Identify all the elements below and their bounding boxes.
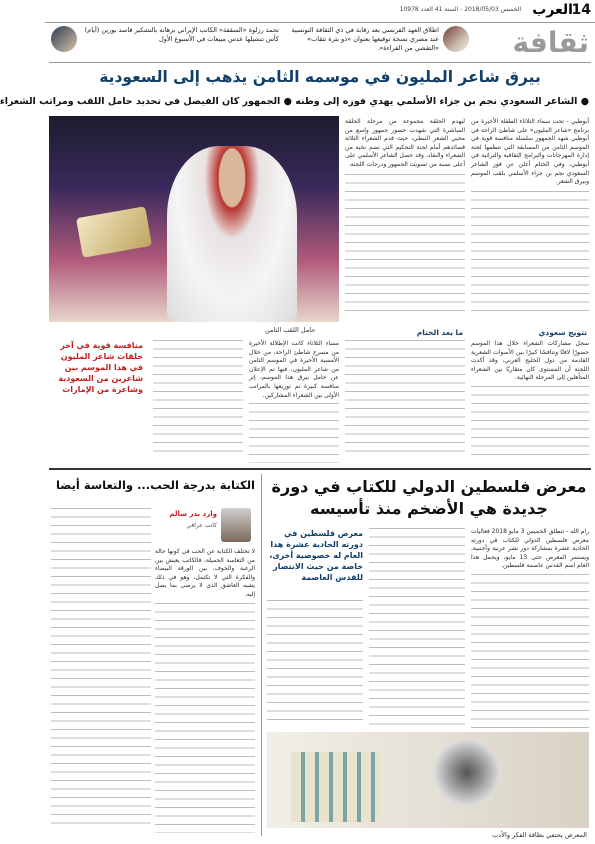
sub-heading-1: تتويج سعودي xyxy=(538,328,587,337)
teaser-photo-right xyxy=(443,26,469,52)
palestine-caption: المعرض يحتفي بطاقة الفكر والأدب xyxy=(492,831,587,839)
palestine-pull-quote: معرض فلسطين في دورته الحادية عشرة هذا العام له خصوصية أخرى، خاصة من حيث الانتصار للقدس العاصمة xyxy=(269,529,363,582)
palestine-text-content: رام الله - تنطلق الخميس 3 مايو 2018 فعاليات معرض فلسطين الدولي للكتاب في دورته الحادية عشرة بمشاركة دور نشر عربية وأجنبية، ويستمر المعرض حتى 13 مايو، ويحمل هذا العام اسم القدس عاصمة فلسطين. xyxy=(471,528,589,570)
teaser-photo-left xyxy=(51,26,77,52)
text-lines xyxy=(249,403,339,463)
column-divider xyxy=(261,474,262,836)
story-headline-writing: الكتابة بدرجة الحب... والتعاسة أيضا xyxy=(55,478,255,492)
photo-caption: حامل اللقب الثامن xyxy=(265,326,316,334)
writing-text-content: لا تختلف الكتابة عن الحب في كونها حالة من التعاسة الجميلة، فالكاتب يعيش بين الرغبة والخوف، بين الورقة البيضاء والفكرة التي لا تكتمل، وهو في ذلك يشبه العاشق الذي لا يرضى بما يصل إليه. xyxy=(155,548,255,598)
text-lines xyxy=(471,191,589,311)
page-header xyxy=(45,0,595,23)
author-photo xyxy=(221,508,251,542)
text-lines xyxy=(155,603,255,833)
divider xyxy=(49,62,591,63)
column-3-content: مساء الثلاثاء كانت الإطلالة الأخيرة من مسرح شاطئ الراحة، من خلال الأمسية الأخيرة في الموسم الثامن من شاعر المليون، فيها تم الإعلان عن حامل بيرق هذا الموسم، إثر منافسة كبيرة تم توزيعها بالمراتب الأولى بين الشعراء المشاركين. xyxy=(249,340,339,399)
text-lines xyxy=(345,340,465,456)
main-headline: بيرق شاعر المليون في موسمه الثامن يذهب إلى السعودية xyxy=(99,68,541,86)
teaser-right: اطلاق العهد الفرنسي بعد رقابة في ذي الثقافة التونسية عند مصري نسخة توقيعها بعنوان «ذو بئرة تثقاب» «التقشي من القراءة». xyxy=(291,26,439,52)
issue-date: الخميس 2018/05/03 - السنة 41 العدد 10978 xyxy=(399,6,521,13)
sub-heading-2: ما بعد الختام xyxy=(416,328,463,337)
text-lines xyxy=(471,386,589,456)
writing-text-2 xyxy=(51,508,151,828)
lead-text-content: أبوظبي - تحت سماء الثلاثاء الطقلة الأخيرة من برنامج «شاعر المليون» على شاطئ الراحة في أبوظبي شهد الجمهور سلسلة منافسة قوية في الموسم الثامن من المسابقة التي تنظمها لجنة إدارة المهرجانات والبرامج الثقافية والتراثية في أبوظبي، وفي الختام أعلن عن فوز الشاعر السعودي نجم بن جزاء الأسلمي بلقب الموسم وبيرق الشعر. xyxy=(471,118,589,186)
newspaper-logo: العرب xyxy=(532,2,573,18)
portrait-sketch xyxy=(427,738,507,824)
writing-text xyxy=(155,548,255,828)
text-lines xyxy=(345,174,465,314)
text-lines xyxy=(51,508,151,824)
story-headline-palestine: معرض فلسطين الدولي للكتاب في دورة جديدة هي الأضخم منذ تأسيسه xyxy=(271,477,587,518)
main-photo xyxy=(49,116,339,322)
section-title: ثقافة xyxy=(512,26,589,59)
palestine-photo xyxy=(267,732,589,828)
column-text-c xyxy=(249,340,339,460)
teaser-left: تحمد رزلوة «السقفة» الكاتب الإيراني برهانه بالتشكير قاسد بورين (أيام) كأس تنشيلها عدس مبيعات في الأسبوع الأول xyxy=(84,26,279,43)
column-text-a xyxy=(471,340,589,460)
lead-text xyxy=(471,118,589,324)
author-name: وارد بدر سالم xyxy=(169,510,217,518)
text-lines xyxy=(153,340,243,456)
book-cover xyxy=(291,752,381,822)
page-number: 14 xyxy=(571,2,591,18)
palestine-text-3 xyxy=(267,600,363,728)
column-2-text xyxy=(345,118,465,324)
column-2-content: ليهدم الحلقة مجموعة من مرحلة الحلقة المباشرة التي شهدت حضور جمهور واسع من محبي الشعر النبطي، حيث قدم الشعراء الثلاثة قصائدهم أمام لجنة التحكيم التي تضم نخبة من الشعراء والنقاد، وقد حصل الشاعر الأسلمي على أعلى نسبة من تصويت الجمهور ودرجات اللجنة. xyxy=(345,118,465,168)
author-role: كاتب عراقي xyxy=(186,522,217,529)
column-text-b xyxy=(345,340,465,460)
poet-figure xyxy=(167,146,297,322)
trophy-shape xyxy=(76,206,152,258)
column-text-d xyxy=(153,340,243,460)
divider xyxy=(49,468,591,470)
pull-quote: منافسة قوية في آخر حلقات شاعر المليون في هذا الموسم بين شاعرين من السعودية وشاعرة من الإمارات xyxy=(58,341,143,394)
main-subheadline: ● الشاعر السعودي نجم بن جزاء الأسلمي يهدي فوزه إلى وطنه ● الجمهور كان الفيصل في تحديد حامل اللقب ومراتب الشعراء xyxy=(0,96,589,107)
text-lines xyxy=(267,600,363,724)
lower-text-content: سجل مشاركات الشعراء خلال هذا الموسم حضورًا لافتًا وتنافسًا كبيرًا بين الأصوات الشعرية القادمة من دول الخليج العربي، وقد أكدت اللجنة أن المستوى كان متقاربًا بين الشعراء المتأهلين إلى المرحلة النهائية. xyxy=(471,340,589,382)
